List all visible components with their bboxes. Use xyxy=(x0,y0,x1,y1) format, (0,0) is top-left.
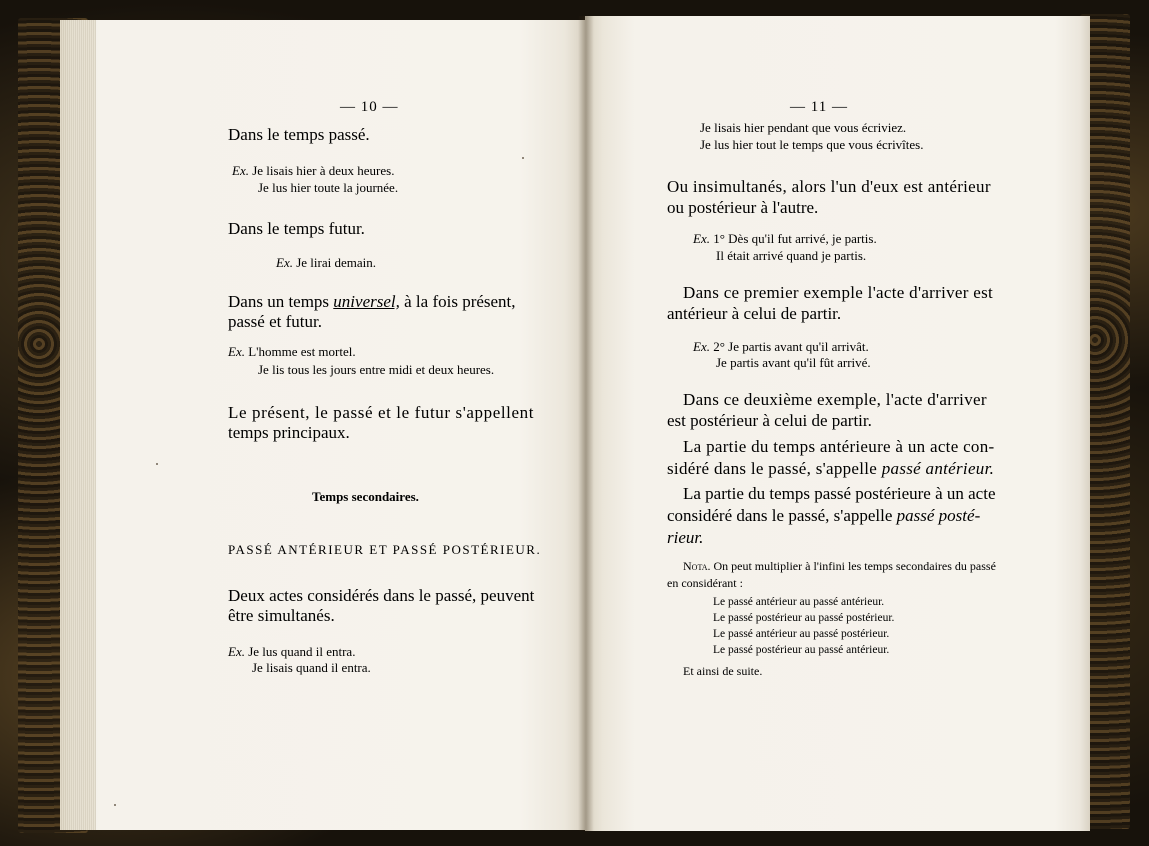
text-line: temps principaux. xyxy=(228,423,350,442)
text-line: Le présent, le passé et le futur s'appellent xyxy=(228,403,535,422)
text-line: Ou insimultanés, alors l'un d'eux est antérieur xyxy=(667,177,991,196)
page-number-right: — 11 — xyxy=(790,99,848,115)
note-line: Le passé antérieur au passé postérieur. xyxy=(713,628,890,640)
example-line: Je lisais quand il entra. xyxy=(252,660,371,675)
text-line: Dans ce premier exemple l'acte d'arriver est xyxy=(683,283,994,302)
text-line: La partie du temps antérieure à un acte con- xyxy=(683,437,995,456)
example-line: Il était arrivé quand je partis. xyxy=(716,248,867,263)
text-line: Dans ce deuxième exemple, l'acte d'arriver xyxy=(683,390,987,409)
paper-speck xyxy=(156,463,158,465)
example-line: Je lis tous les jours entre midi et deux heures. xyxy=(258,362,495,377)
page-number-left: — 10 — xyxy=(340,99,399,115)
book-gutter xyxy=(578,16,594,831)
text-line: être simultanés. xyxy=(228,606,335,625)
text-line: passé et futur. xyxy=(228,312,322,331)
example-line: Je lisais hier pendant que vous écriviez. xyxy=(700,120,907,135)
page-edges xyxy=(60,20,96,830)
text-line: est postérieur à celui de partir. xyxy=(667,411,872,430)
text-line: considéré dans le passé, s'appelle passé posté- xyxy=(667,506,981,525)
text-line: Dans le temps futur. xyxy=(228,219,365,238)
note-line: en considérant : xyxy=(667,576,743,590)
note-line: Le passé postérieur au passé postérieur. xyxy=(713,612,895,624)
section-heading: Temps secondaires. xyxy=(312,489,419,504)
example-line: Ex. Je lus quand il entra. xyxy=(228,644,356,659)
example-line: Ex. 1° Dès qu'il fut arrivé, je partis. xyxy=(693,231,877,246)
example-line: Je partis avant qu'il fût arrivé. xyxy=(716,355,871,370)
example-line: Je lus hier toute la journée. xyxy=(258,180,399,195)
example-line: Ex. 2° Je partis avant qu'il arrivât. xyxy=(693,339,869,354)
example-line: Ex. Je lisais hier à deux heures. xyxy=(232,163,395,178)
paper-speck xyxy=(522,157,524,159)
note-line: Le passé antérieur au passé antérieur. xyxy=(713,596,885,608)
text-line: Deux actes considérés dans le passé, peuvent xyxy=(228,586,535,605)
text-line: ou postérieur à l'autre. xyxy=(667,198,819,217)
text-line: sidéré dans le passé, s'appelle passé antérieur. xyxy=(667,459,995,478)
paper-speck xyxy=(114,804,116,806)
note-line: Le passé postérieur au passé antérieur. xyxy=(713,644,890,656)
subsection-heading: PASSÉ ANTÉRIEUR ET PASSÉ POSTÉRIEUR. xyxy=(228,542,542,557)
example-line: Je lus hier tout le temps que vous écrivîtes. xyxy=(700,137,924,152)
text-line: antérieur à celui de partir. xyxy=(667,304,842,323)
text-line: La partie du temps passé postérieure à un acte xyxy=(683,484,996,503)
text-line: Dans un temps universel, à la fois présent, xyxy=(228,292,516,311)
text-line: Dans le temps passé. xyxy=(228,125,370,144)
example-line: Ex. Je lirai demain. xyxy=(276,255,376,270)
example-line: Ex. L'homme est mortel. xyxy=(228,344,356,359)
note-line: Nota. On peut multiplier à l'infini les temps secondaires du passé xyxy=(683,559,996,573)
text-line: rieur. xyxy=(667,528,704,547)
note-line: Et ainsi de suite. xyxy=(683,664,763,678)
